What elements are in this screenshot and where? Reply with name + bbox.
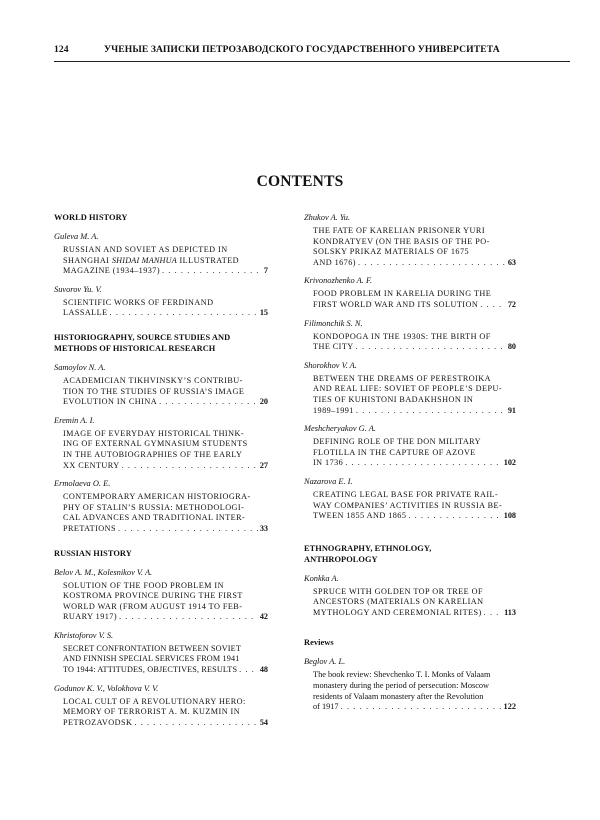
toc-entry xyxy=(304,360,516,416)
dot-leader xyxy=(134,718,257,729)
entry-title: THE FATE OF KARELIAN PRISONER YURI KONDRATYEV (ON THE BASIS OF THE PO- SOLSKY PRIKAZ MATERIALS OF 1675 AND 1676) . . . 63 xyxy=(304,226,516,268)
entry-page[interactable]: 91 xyxy=(507,405,516,415)
entry-page[interactable]: 63 xyxy=(507,257,516,267)
dot-leader xyxy=(118,524,258,535)
dot-leader xyxy=(345,458,502,469)
dot-leader xyxy=(159,397,258,408)
toc-entry xyxy=(54,284,268,319)
toc-entry xyxy=(54,362,268,408)
entry-title: SOLUTION OF THE FOOD PROBLEM IN KOSTROMA PROVINCE DURING THE FIRST WORLD WAR (FROM AUGUST 1914 TO FEB- RUARY 1917) . . . 42 xyxy=(54,581,268,623)
entry-author: Meshcheryakov G. A. xyxy=(304,424,376,434)
entry-author: Krivonozhenko A. F. xyxy=(304,276,373,286)
entry-title: SPRUCE WITH GOLDEN TOP OR TREE OF ANCESTORS (MATERIALS ON KARELIAN MYTHOLOGY AND CEREMONIAL RITES) . . . 113 xyxy=(304,587,516,619)
dot-leader xyxy=(356,406,506,417)
toc-entry xyxy=(304,476,516,522)
entry-page[interactable]: 108 xyxy=(503,511,516,521)
dot-leader xyxy=(122,461,258,472)
dot-leader xyxy=(110,308,258,319)
contents-title: CONTENTS xyxy=(256,173,344,190)
entry-author: Shorokhov V. A. xyxy=(304,360,357,370)
toc-entry xyxy=(304,212,516,268)
dot-leader xyxy=(358,258,506,269)
toc-right-column xyxy=(304,212,516,720)
toc-entry xyxy=(304,656,516,712)
entry-page[interactable]: 113 xyxy=(504,607,516,617)
entry-title: DEFINING ROLE OF THE DON MILITARY FLOTILLA IN THE CAPTURE OF AZOVE IN 1736 . . . 102 xyxy=(304,437,516,469)
dot-leader xyxy=(239,665,258,676)
entry-page[interactable]: 48 xyxy=(259,665,268,675)
entry-page[interactable]: 27 xyxy=(259,460,268,470)
section-russian-history: RUSSIAN HISTORY xyxy=(54,548,132,558)
dot-leader xyxy=(480,300,506,311)
entry-page[interactable]: 102 xyxy=(503,458,516,468)
dot-leader xyxy=(341,702,502,713)
toc-entry xyxy=(54,231,268,277)
entry-title: RUSSIAN AND SOVIET AS DEPICTED IN SHANGHAI SHIDAI MANHUA ILLUSTRATED MAGAZINE (1934–1937) . . . 7 xyxy=(54,245,268,277)
entry-title: SECRET CONFRONTATION BETWEEN SOVIET AND FINNISH SPECIAL SERVICES FROM 1941 TO 1944: ATTITUDES, OBJECTIVES, RESULTS . . . 48 xyxy=(54,644,268,676)
toc-entry xyxy=(54,478,268,534)
toc-entry xyxy=(304,275,516,310)
section-reviews: Reviews xyxy=(304,638,334,648)
entry-page[interactable]: 15 xyxy=(259,308,268,318)
dot-leader xyxy=(484,608,502,619)
toc-entry xyxy=(304,318,516,353)
entry-title: BETWEEN THE DREAMS OF PERESTROIKA AND REAL LIFE: SOVIET OF PEOPLE’S DEPU- TIES OF KUHISTONI BADAKHSHON IN 1989–1991 . . . 91 xyxy=(304,374,516,416)
entry-page[interactable]: 80 xyxy=(507,342,516,352)
entry-author: Suvorov Yu. V. xyxy=(54,284,102,294)
section-ethnography: ETHNOGRAPHY, ETHNOLOGY, ANTHROPOLOGY xyxy=(304,543,432,564)
dot-leader xyxy=(408,511,501,522)
section-world-history: WORLD HISTORY xyxy=(54,213,128,222)
entry-title: ACADEMICIAN TIKHVINSKY’S CONTRIBU- TION TO THE STUDIES OF RUSSIA’S IMAGE EVOLUTION IN CHINA . . . 20 xyxy=(54,376,268,408)
toc-entry xyxy=(54,630,268,676)
section-historiography: HISTORIOGRAPHY, SOURCE STUDIES AND METHODS OF HISTORICAL RESEARCH xyxy=(54,332,231,353)
journal-title: УЧЕНЫЕ ЗАПИСКИ ПЕТРОЗАВОДСКОГО ГОСУДАРСТВЕННОГО УНИВЕРСИТЕТА xyxy=(104,44,500,55)
entry-author: Samoylov N. A. xyxy=(54,362,106,372)
entry-title: FOOD PROBLEM IN KARELIA DURING THE FIRST WORLD WAR AND ITS SOLUTION . . . 72 xyxy=(304,289,516,310)
header-rule xyxy=(54,61,570,62)
toc-entry xyxy=(304,423,516,469)
entry-title: The book review: Shevchenko T. I. Monks of Valaam monastery during the period of persecution: Moscow residents of Valaam monastery after the Revolution of 1917 . . . 122 xyxy=(304,670,516,712)
entry-page[interactable]: 122 xyxy=(503,702,516,712)
entry-page[interactable]: 72 xyxy=(507,299,516,309)
toc-entry xyxy=(54,567,268,623)
entry-author: Nazarova E. I. xyxy=(304,476,353,486)
entry-title: LOCAL CULT OF A REVOLUTIONARY HERO: MEMORY OF TERRORIST A. M. KUZMIN IN PETROZAVODSK . . . 54 xyxy=(54,697,268,729)
entry-author: Filimonchik S. N. xyxy=(304,318,363,328)
toc-entry xyxy=(54,415,268,471)
entry-title: SCIENTIFIC WORKS OF FERDINAND LASSALLE . . . 15 xyxy=(54,298,268,319)
entry-author: Konkka A. xyxy=(304,573,339,583)
entry-author: Beglov A. L. xyxy=(304,657,346,667)
page-number: 124 xyxy=(54,44,69,55)
toc-left-column xyxy=(54,212,268,735)
toc-entry xyxy=(54,683,268,729)
entry-page[interactable]: 54 xyxy=(259,717,268,727)
entry-author: Ermolaeva O. E. xyxy=(54,479,111,489)
entry-title: KONDOPOGA IN THE 1930S: THE BIRTH OF THE CITY . . . 80 xyxy=(304,332,516,353)
entry-page[interactable]: 33 xyxy=(259,523,268,533)
entry-author: Guleva M. A. xyxy=(54,232,99,241)
entry-page[interactable]: 7 xyxy=(263,266,268,276)
entry-title: IMAGE OF EVERYDAY HISTORICAL THINK- ING OF EXTERNAL GYMNASIUM STUDENTS IN THE AUTOBIOGRAPHIES OF THE EARLY XX CENTURY . . . 27 xyxy=(54,429,268,471)
entry-author: Eremin A. I. xyxy=(54,415,95,425)
dot-leader xyxy=(162,266,262,277)
entry-author: Zhukov A. Yu. xyxy=(304,213,351,222)
entry-title: CREATING LEGAL BASE FOR PRIVATE RAIL- WAY COMPANIES’ ACTIVITIES IN RUSSIA BE- TWEEN 1855 AND 1865 . . . 108 xyxy=(304,490,516,522)
entry-page[interactable]: 20 xyxy=(259,397,268,407)
toc-entry xyxy=(304,573,516,619)
dot-leader xyxy=(119,612,258,623)
entry-author: Godunov K. V., Volokhova V. V. xyxy=(54,683,159,693)
entry-author: Belov A. M., Kolesnikov V. A. xyxy=(54,567,153,577)
entry-title: CONTEMPORARY AMERICAN HISTORIOGRA- PHY OF STALIN’S RUSSIA: METHODOLOGI- CAL ADVANCES AND TRADITIONAL INTER- PRETATIONS . . . 33 xyxy=(54,492,268,534)
dot-leader xyxy=(356,342,506,353)
entry-author: Khristoforov V. S. xyxy=(54,630,114,640)
entry-page[interactable]: 42 xyxy=(259,612,268,622)
